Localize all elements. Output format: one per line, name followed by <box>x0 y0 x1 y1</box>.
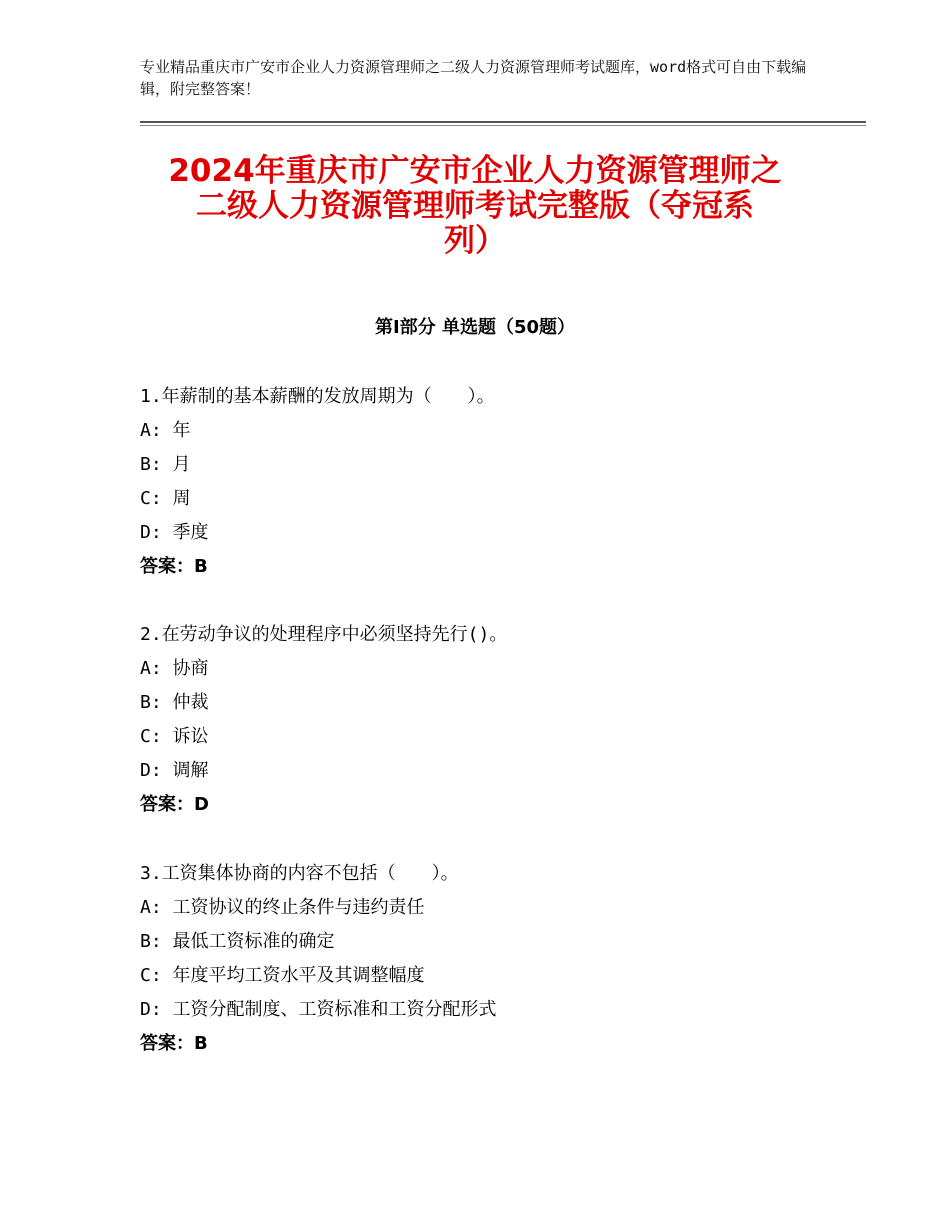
option-d: D: 工资分配制度、工资标准和工资分配形式 <box>140 999 497 1020</box>
option-a: A: 协商 <box>140 658 209 679</box>
answer: 答案：B <box>140 556 208 577</box>
question-3 <box>140 857 840 1061</box>
section-heading: 第Ⅰ部分 单选题（50题） <box>374 317 575 338</box>
header-note: 专业精品重庆市广安市企业人力资源管理师之二级人力资源管理师考试题库，word格式可自由下载编辑，附完整答案！ <box>140 58 807 98</box>
option-b: B: 月 <box>140 454 191 475</box>
question-1 <box>140 380 840 584</box>
question-stem: 1.年薪制的基本薪酬的发放周期为（ ）。 <box>140 386 495 407</box>
option-c: C: 诉讼 <box>140 726 209 747</box>
option-c: C: 周 <box>140 488 191 509</box>
option-d: D: 调解 <box>140 760 209 781</box>
option-b: B: 最低工资标准的确定 <box>140 931 335 952</box>
option-b: B: 仲裁 <box>140 692 209 713</box>
answer: 答案：B <box>140 1033 208 1054</box>
header-divider <box>140 121 866 123</box>
title-line-3: 列） <box>444 223 506 259</box>
option-a: A: 工资协议的终止条件与违约责任 <box>140 897 425 918</box>
title-line-2: 二级人力资源管理师考试完整版（夺冠系 <box>196 188 754 224</box>
option-d: D: 季度 <box>140 522 209 543</box>
answer: 答案：D <box>140 794 209 815</box>
question-stem: 3.工资集体协商的内容不包括（ ）。 <box>140 863 459 884</box>
question-stem: 2.在劳动争议的处理程序中必须坚持先行()。 <box>140 624 508 645</box>
option-c: C: 年度平均工资水平及其调整幅度 <box>140 965 425 986</box>
option-a: A: 年 <box>140 420 191 441</box>
question-2 <box>140 618 840 822</box>
document-title <box>140 154 810 259</box>
title-line-1: 2024年重庆市广安市企业人力资源管理师之 <box>168 153 782 189</box>
header-divider-thin <box>140 125 866 126</box>
